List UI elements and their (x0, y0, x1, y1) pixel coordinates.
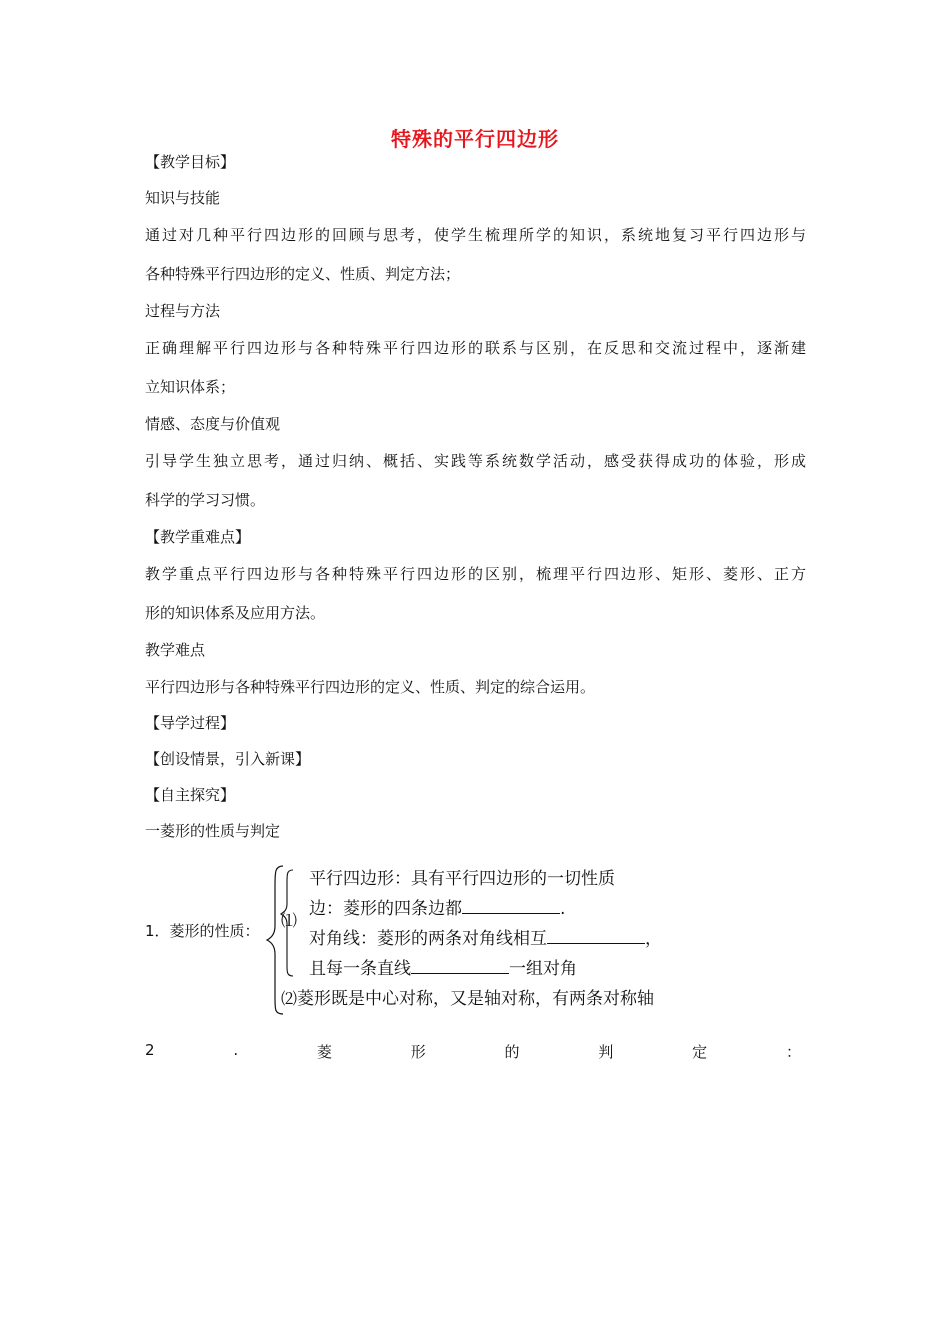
diagonals-answer-blank[interactable] (547, 928, 645, 944)
judgment-char: 2 (145, 1041, 155, 1059)
property-sides (309, 898, 565, 920)
paragraph-process-1: 正确理解平行四边形与各种特殊平行四边形的联系与区别，在反思和交流过程中，逐渐建 (145, 339, 806, 357)
marker-2: ⑵ (281, 989, 298, 1008)
judgment-char: 菱 (316, 1043, 332, 1061)
heading-key-points: 【教学重难点】 (145, 528, 251, 546)
property-bisect-suffix: 一组对角 (509, 959, 577, 979)
heading-explore: 【自主探究】 (145, 786, 236, 804)
document-title: 特殊的平行四边形 (391, 127, 559, 151)
heading-objectives: 【教学目标】 (145, 153, 236, 171)
paragraph-knowledge-2: 各种特殊平行四边形的定义、性质、判定方法； (145, 265, 461, 283)
rhombus-judgment-line (145, 1041, 801, 1062)
subheading-emotion: 情感、态度与价值观 (145, 415, 281, 433)
paragraph-emotion-1: 引导学生独立思考，通过归纳、概括、实践等系统数学活动，感受获得成功的体验，形成 (145, 452, 806, 470)
property-parallelogram: 平行四边形：具有平行四边形的一切性质 (309, 869, 615, 889)
judgment-char: ： (785, 1043, 801, 1061)
paragraph-process-2: 立知识体系； (145, 378, 236, 396)
paragraph-difficulty: 平行四边形与各种特殊平行四边形的定义、性质、判定的综合运用。 (145, 678, 596, 696)
rhombus-properties-block (145, 862, 845, 1022)
rhombus-properties-label: 1．菱形的性质： (145, 922, 260, 940)
sides-answer-blank[interactable] (462, 898, 560, 914)
property-sides-suffix: . (560, 899, 566, 919)
marker-1: ⑴ (281, 911, 298, 930)
subheading-knowledge: 知识与技能 (145, 189, 221, 207)
property-symmetry-text: 菱形既是中心对称，又是轴对称，有两条对称轴 (297, 989, 655, 1009)
subheading-process: 过程与方法 (145, 302, 221, 320)
paragraph-emotion-2: 科学的学习习惯。 (145, 491, 266, 509)
heading-guide: 【导学过程】 (145, 714, 236, 732)
heading-scenario: 【创设情景，引入新课】 (145, 750, 311, 768)
paragraph-knowledge-1: 通过对几种平行四边形的回顾与思考，使学生梳理所学的知识，系统地复习平行四边形与 (145, 226, 806, 244)
property-diagonals-suffix: ， (645, 929, 662, 949)
property-diagonals (309, 928, 662, 950)
property-sides-prefix: 边：菱形的四条边都 (309, 899, 462, 919)
judgment-char: . (233, 1041, 239, 1059)
property-symmetry (281, 988, 654, 1010)
judgment-char: 定 (692, 1043, 708, 1061)
property-diagonals-prefix: 对角线：菱形的两条对角线相互 (309, 929, 547, 949)
property-bisect (309, 958, 577, 980)
judgment-char: 形 (410, 1043, 426, 1061)
paragraph-key-1: 教学重点平行四边形与各种特殊平行四边形的区别，梳理平行四边形、矩形、菱形、正方 (145, 565, 806, 583)
judgment-char: 的 (504, 1043, 520, 1061)
section-rhombus: 一菱形的性质与判定 (145, 822, 281, 840)
property-bisect-prefix: 且每一条直线 (309, 959, 411, 979)
judgment-char: 判 (598, 1043, 614, 1061)
bisect-answer-blank[interactable] (411, 958, 509, 974)
paragraph-key-2: 形的知识体系及应用方法。 (145, 604, 326, 622)
subheading-difficulty: 教学难点 (145, 641, 206, 659)
